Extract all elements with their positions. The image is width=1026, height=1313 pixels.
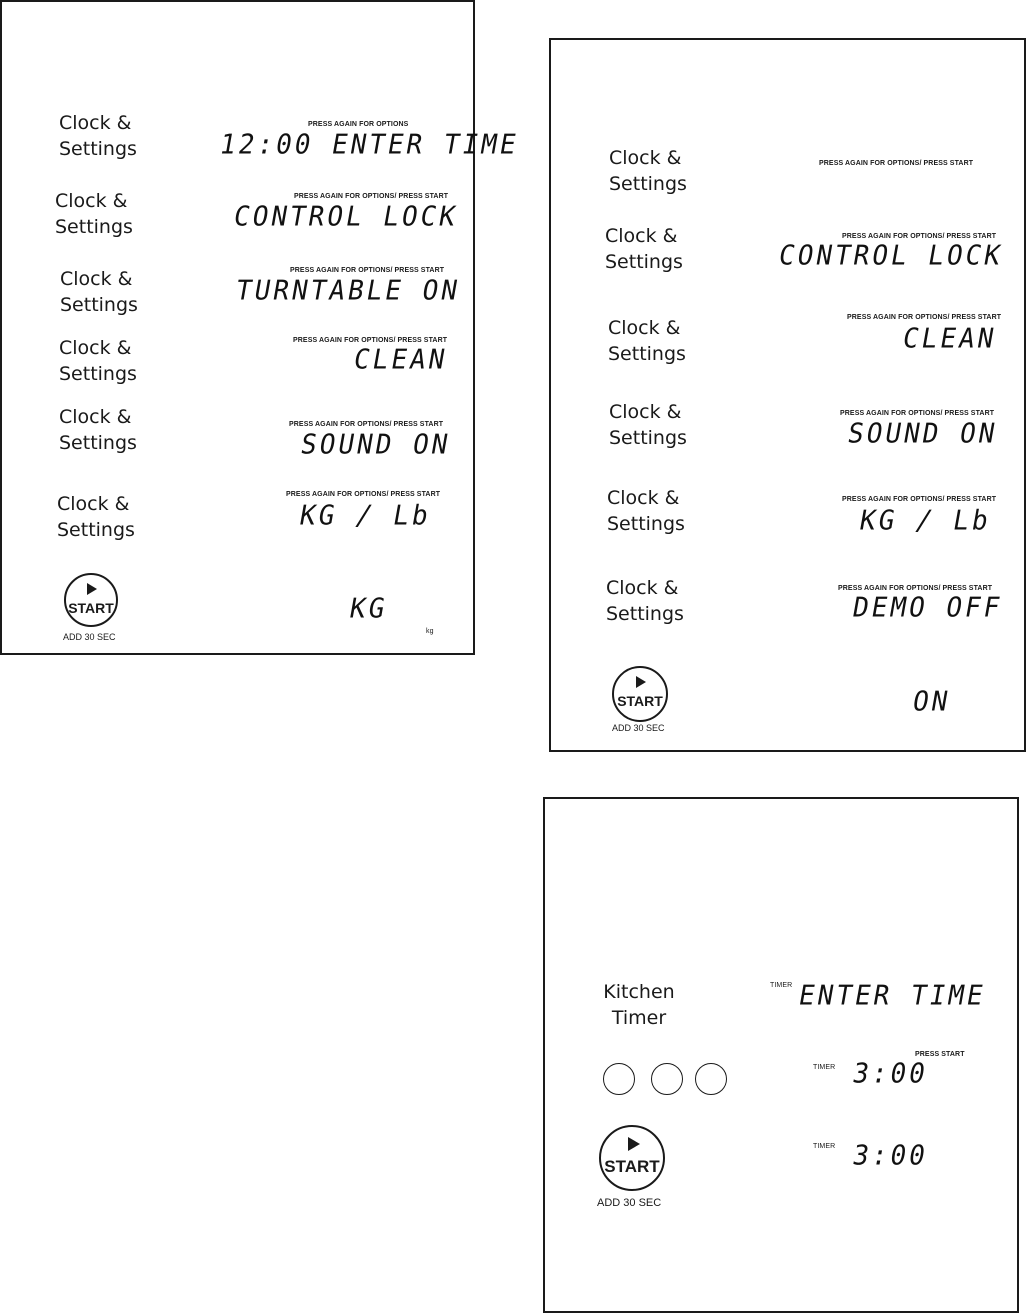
add-30-sec-label: ADD 30 SEC [612, 723, 665, 733]
play-icon [636, 676, 646, 688]
lcd-display: TURNTABLE ON [233, 275, 463, 307]
kitchen-timer-label: Kitchen Timer [603, 981, 675, 1029]
add-30-sec-label: ADD 30 SEC [63, 632, 116, 642]
clock-settings-label: Clock & Settings [605, 225, 683, 273]
display-header: PRESS AGAIN FOR OPTIONS/ PRESS START [290, 267, 445, 274]
lcd-display: KG / Lb [857, 505, 994, 537]
display-header: PRESS AGAIN FOR OPTIONS/ PRESS START [847, 314, 1002, 321]
lcd-display: KG / Lb [297, 500, 434, 532]
display-header: PRESS AGAIN FOR OPTIONS [308, 121, 409, 128]
lcd-display: CLEAN [900, 323, 1000, 355]
display-header: PRESS AGAIN FOR OPTIONS/ PRESS START [289, 421, 444, 428]
clock-settings-label: Clock & Settings [57, 493, 135, 541]
clock-settings-label: Clock & Settings [60, 268, 138, 316]
number-button[interactable] [603, 1063, 635, 1095]
clock-settings-label: Clock & Settings [59, 406, 137, 454]
number-button[interactable] [651, 1063, 683, 1095]
lcd-display: SOUND ON [845, 418, 1001, 450]
lcd-display-final: KG [347, 593, 391, 625]
timer-tag: TIMER [813, 1143, 836, 1150]
clock-settings-label: Clock & Settings [609, 147, 687, 195]
clock-settings-label: Clock & Settings [607, 487, 685, 535]
lcd-display: SOUND ON [298, 429, 454, 461]
display-header: PRESS AGAIN FOR OPTIONS/ PRESS START [293, 337, 448, 344]
play-icon [628, 1137, 640, 1151]
lcd-display: ENTER TIME [796, 980, 989, 1012]
settings-panel-left [0, 0, 522, 655]
display-header: PRESS AGAIN FOR OPTIONS/ PRESS START [838, 585, 993, 592]
clock-settings-label: Clock & Settings [59, 337, 137, 385]
lcd-display: CONTROL LOCK [231, 201, 461, 233]
display-header: PRESS AGAIN FOR OPTIONS/ PRESS START [842, 496, 997, 503]
display-header: PRESS AGAIN FOR OPTIONS/ PRESS START [819, 160, 974, 167]
kitchen-timer-panel [543, 797, 1019, 1313]
add-30-sec-label: ADD 30 SEC [597, 1197, 662, 1209]
lcd-display-final: ON [910, 686, 954, 718]
number-button[interactable] [695, 1063, 727, 1095]
display-header: PRESS AGAIN FOR OPTIONS/ PRESS START [286, 491, 441, 498]
lcd-display: DEMO OFF [850, 592, 1006, 624]
display-header: PRESS AGAIN FOR OPTIONS/ PRESS START [840, 410, 995, 417]
timer-tag: TIMER [813, 1064, 836, 1071]
press-start-header: PRESS START [915, 1051, 965, 1058]
lcd-display: 12:00 ENTER TIME [217, 129, 522, 161]
display-header: PRESS AGAIN FOR OPTIONS/ PRESS START [294, 193, 449, 200]
settings-panel-right [549, 38, 1026, 752]
lcd-display: 3:00 [850, 1058, 931, 1090]
start-button[interactable]: START [64, 573, 118, 627]
display-header: PRESS AGAIN FOR OPTIONS/ PRESS START [842, 233, 997, 240]
clock-settings-label: Clock & Settings [606, 577, 684, 625]
lcd-display: 3:00 [850, 1140, 931, 1172]
clock-settings-label: Clock & Settings [55, 190, 133, 238]
lcd-display: CLEAN [351, 344, 451, 376]
start-button[interactable]: START [612, 666, 668, 722]
clock-settings-label: Clock & Settings [59, 112, 137, 160]
start-button[interactable]: START [599, 1125, 665, 1191]
clock-settings-label: Clock & Settings [609, 401, 687, 449]
lcd-display: CONTROL LOCK [776, 240, 1006, 272]
play-icon [87, 583, 97, 595]
clock-settings-label: Clock & Settings [608, 317, 686, 365]
timer-tag: TIMER [770, 982, 793, 989]
unit-label: kg [426, 628, 434, 635]
